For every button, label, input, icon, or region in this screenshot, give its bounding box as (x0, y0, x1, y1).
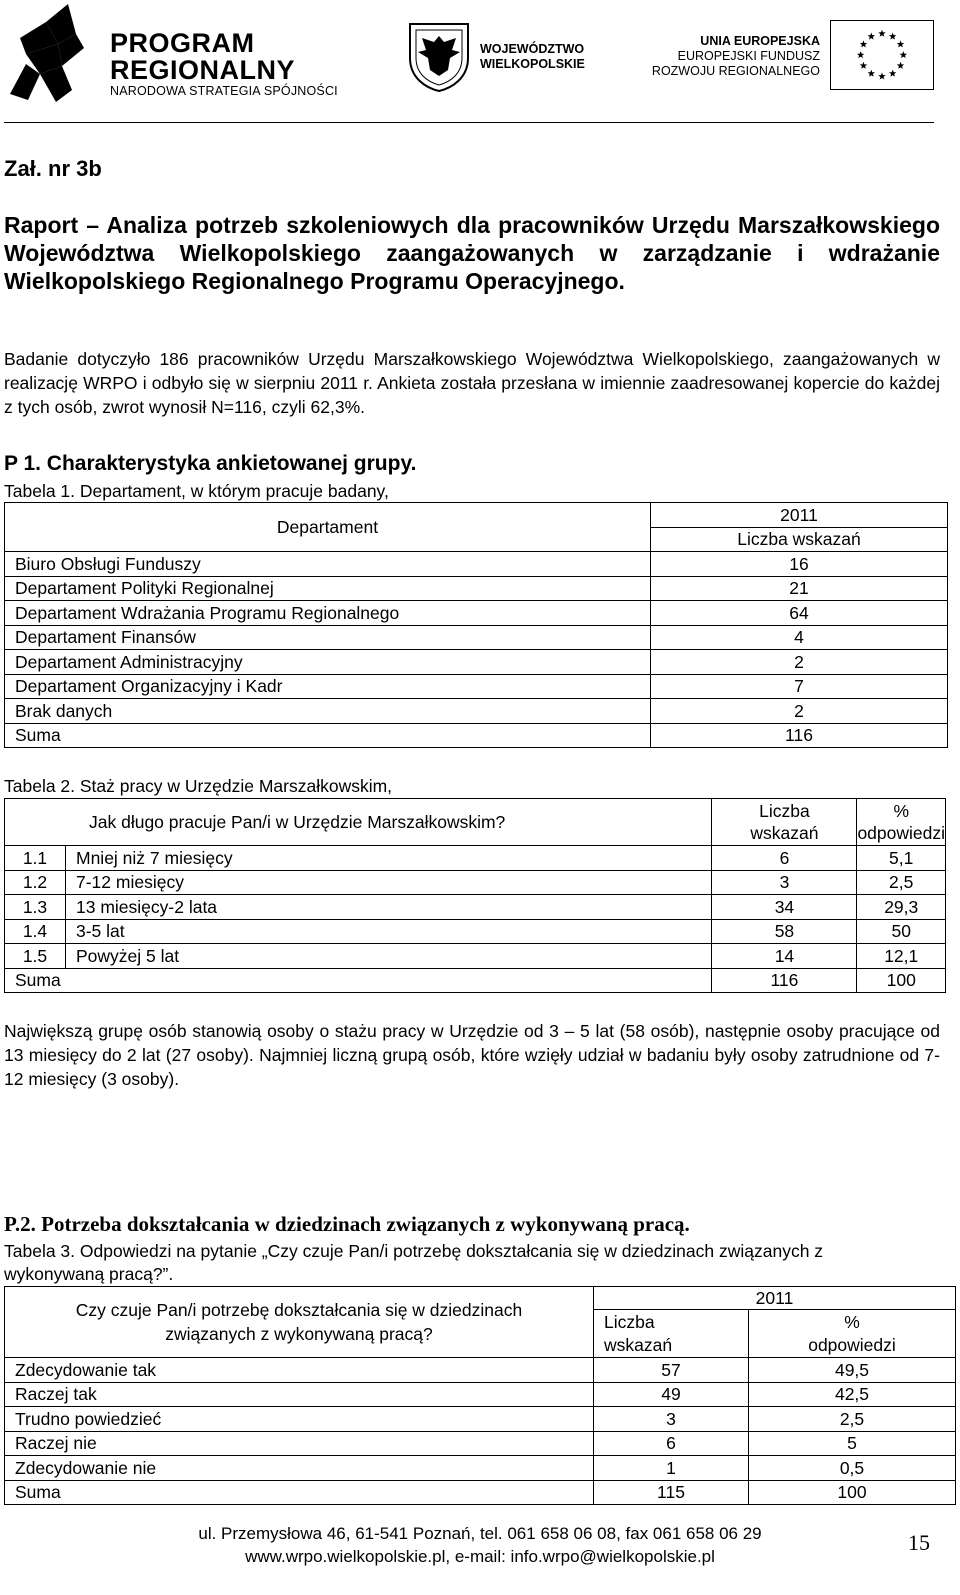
table-2 (4, 798, 946, 993)
table-2-count: 58 (712, 919, 857, 944)
table-2-header-pct: % odpowiedzi (857, 799, 946, 846)
table-3-header-pct: % odpowiedzi (749, 1310, 956, 1358)
eu-star-icon (868, 70, 875, 77)
table-2-count: 3 (712, 870, 857, 895)
table-1-label: Departament Organizacyjny i Kadr (5, 674, 651, 699)
attachment-number: Zał. nr 3b (4, 156, 102, 181)
table-3-count: 57 (594, 1358, 749, 1383)
page-number: 15 (908, 1530, 930, 1555)
table-2-count: 34 (712, 895, 857, 920)
table-3-label: Zdecydowanie nie (5, 1456, 594, 1481)
table-2-number: 1.5 (5, 944, 66, 969)
table-1-caption: Tabela 1. Departament, w którym pracuje badany, (4, 481, 389, 501)
table-3-label: Raczej tak (5, 1382, 594, 1407)
table-2-label: Mniej niż 7 miesięcy (66, 846, 712, 871)
table-row (5, 1358, 956, 1383)
table-row (5, 576, 948, 601)
table-1-label: Biuro Obsługi Funduszy (5, 552, 651, 577)
table-row (5, 1407, 956, 1432)
table-1-label: Departament Finansów (5, 625, 651, 650)
table-2-sum-pct: 100 (857, 968, 946, 993)
wielkopolska-eagle-crest-icon (408, 22, 470, 92)
table-2-pct: 2,5 (857, 870, 946, 895)
table-3-header-count: Liczba wskazań (594, 1310, 749, 1358)
table-row (5, 1456, 956, 1481)
table-row (5, 625, 948, 650)
table-2-header-count: Liczba wskazań (712, 799, 857, 846)
eu-star-icon (878, 30, 885, 37)
table-row (5, 552, 948, 577)
table-3-label: Raczej nie (5, 1431, 594, 1456)
program-title: PROGRAM REGIONALNY (110, 28, 296, 85)
table-2-count: 6 (712, 846, 857, 871)
table-1-count: 116 (651, 723, 948, 748)
section-2-heading: P.2. Potrzeba dokształcania w dziedzinach związanych z wykonywaną pracą. (4, 1212, 690, 1236)
report-title: Raport – Analiza potrzeb szkoleniowych dla pracowników Urzędu Marszałkowskiego Województwa Wielkopolskiego zaangażowanych w zarządzanie i wdrażanie Wielkopolskiego Regionalnego Programu Operacyjnego. (4, 212, 940, 294)
table-3-pct: 42,5 (749, 1382, 956, 1407)
table-3-label: Suma (5, 1480, 594, 1505)
table-1-count: 16 (651, 552, 948, 577)
table-1-count: 2 (651, 650, 948, 675)
table-2-pct: 5,1 (857, 846, 946, 871)
star-emblem-icon (6, 4, 84, 104)
header-divider (4, 122, 934, 123)
table-row (5, 944, 946, 969)
table-1-count: 64 (651, 601, 948, 626)
program-subtitle: NARODOWA STRATEGIA SPÓJNOŚCI (110, 84, 338, 98)
summary-paragraph: Największą grupę osób stanowią osoby o stażu pracy w Urzędzie od 3 – 5 lat (58 osób), następnie osoby pracujące od 13 miesięcy do 2 lat (27 osoby). Najmniej liczną grupą osób, które wzięły udział w badaniu były osoby zatrudnione od 7-12 miesięcy (3 osoby). (4, 1021, 940, 1089)
eu-fund-name: UNIA EUROPEJSKA EUROPEJSKI FUNDUSZ ROZWOJU REGIONALNEGO (651, 34, 820, 78)
section-1-heading: P 1. Charakterystyka ankietowanej grupy. (4, 452, 417, 475)
table-row (5, 895, 946, 920)
table-1-header-year: 2011 (651, 503, 948, 528)
table-row (5, 699, 948, 724)
table-2-sum-label: Suma (5, 968, 712, 993)
table-3-count: 1 (594, 1456, 749, 1481)
table-2-count: 14 (712, 944, 857, 969)
footer-address: ul. Przemysłowa 46, 61-541 Poznań, tel. 061 658 06 08, fax 061 658 06 29 www.wrpo.wielkopolskie.pl, e-mail: info.wrpo@wielkopolskie.pl (198, 1524, 762, 1566)
table-3-count: 49 (594, 1382, 749, 1407)
table-1-label: Departament Polityki Regionalnej (5, 576, 651, 601)
table-3-header-year: 2011 (594, 1287, 956, 1310)
table-1-header-count: Liczba wskazań (651, 527, 948, 552)
table-2-sum-count: 116 (712, 968, 857, 993)
eu-star-icon (889, 33, 896, 40)
table-row (5, 919, 946, 944)
table-1-header-department: Departament (5, 503, 651, 552)
table-3-label: Zdecydowanie tak (5, 1358, 594, 1383)
table-1-label: Brak danych (5, 699, 651, 724)
table-1-label: Departament Wdrażania Programu Regionalnego (5, 601, 651, 626)
eu-star-icon (868, 33, 875, 40)
table-2-pct: 29,3 (857, 895, 946, 920)
table-row (5, 650, 948, 675)
table-2-number: 1.3 (5, 895, 66, 920)
table-row (5, 601, 948, 626)
table-row (5, 723, 948, 748)
table-3-pct: 5 (749, 1431, 956, 1456)
table-3-count: 115 (594, 1480, 749, 1505)
region-name: WOJEWÓDZTWO WIELKOPOLSKIE (480, 42, 585, 71)
table-2-caption: Tabela 2. Staż pracy w Urzędzie Marszałkowskim, (4, 776, 393, 796)
eu-star-icon (897, 40, 904, 47)
table-2-label: Powyżej 5 lat (66, 944, 712, 969)
table-3-caption: Tabela 3. Odpowiedzi na pytanie „Czy czuje Pan/i potrzebę dokształcania się w dziedzinach związanych z wykonywaną pracą?”. (4, 1241, 824, 1284)
table-row (5, 968, 946, 993)
table-2-label: 7-12 miesięcy (66, 870, 712, 895)
table-2-label: 3-5 lat (66, 919, 712, 944)
table-row (5, 870, 946, 895)
table-3-count: 3 (594, 1407, 749, 1432)
table-2-pct: 50 (857, 919, 946, 944)
table-3-label: Trudno powiedzieć (5, 1407, 594, 1432)
intro-paragraph: Badanie dotyczyło 186 pracowników Urzędu Marszałkowskiego Województwa Wielkopolskiego, zaangażowanych w realizację WRPO i odbyło się w sierpniu 2011 r. Ankieta została przesłana w imiennie zaadresowanej kopercie do każdej z tych osób, zwrot wynosił N=116, czyli 62,3%. (4, 349, 940, 417)
table-3-count: 6 (594, 1431, 749, 1456)
table-3-pct: 100 (749, 1480, 956, 1505)
table-2-number: 1.2 (5, 870, 66, 895)
table-2-number: 1.4 (5, 919, 66, 944)
eu-star-icon (860, 62, 867, 69)
table-1-label: Suma (5, 723, 651, 748)
eu-star-icon (900, 51, 907, 58)
table-1-count: 7 (651, 674, 948, 699)
eu-flag-icon (830, 20, 934, 90)
table-row (5, 1431, 956, 1456)
eu-star-icon (860, 40, 867, 47)
table-row (5, 674, 948, 699)
eu-star-icon (857, 51, 864, 58)
table-1 (4, 502, 948, 748)
table-3-pct: 0,5 (749, 1456, 956, 1481)
table-1-label: Departament Administracyjny (5, 650, 651, 675)
eu-star-icon (878, 72, 885, 79)
table-3-pct: 2,5 (749, 1407, 956, 1432)
program-regionalny-logo (6, 4, 340, 104)
table-row (5, 846, 946, 871)
table-2-number: 1.1 (5, 846, 66, 871)
table-2-header-question: Jak długo pracuje Pan/i w Urzędzie Marszałkowskim? (5, 799, 712, 846)
table-row (5, 1382, 956, 1407)
table-row (5, 1480, 956, 1505)
table-1-count: 4 (651, 625, 948, 650)
table-3-header-question: Czy czuje Pan/i potrzebę dokształcania się w dziedzinach związanych z wykonywaną pracą? (5, 1287, 594, 1358)
eu-star-icon (889, 70, 896, 77)
eu-star-icon (897, 62, 904, 69)
table-3-pct: 49,5 (749, 1358, 956, 1383)
table-2-pct: 12,1 (857, 944, 946, 969)
table-1-count: 2 (651, 699, 948, 724)
table-1-count: 21 (651, 576, 948, 601)
table-3 (4, 1286, 956, 1505)
table-2-label: 13 miesięcy-2 lata (66, 895, 712, 920)
